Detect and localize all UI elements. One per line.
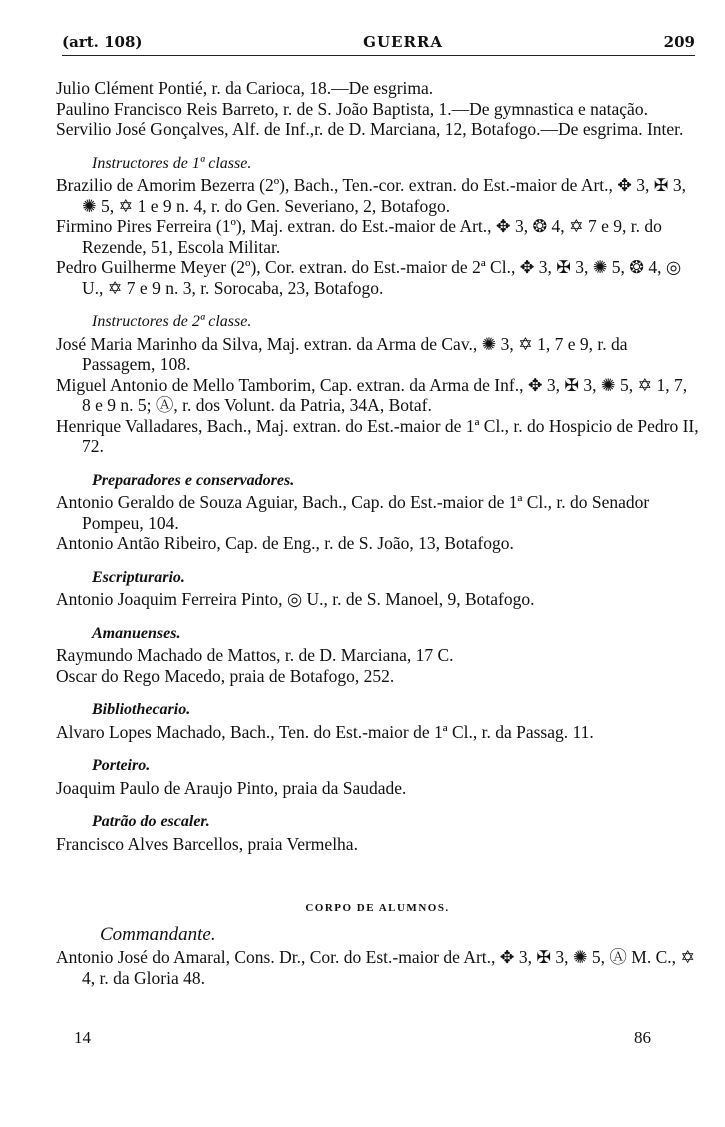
list-entry: Miguel Antonio de Mello Tamborim, Cap. extran. da Arma de Inf., ✥ 3, ✠ 3, ✺ 5, ✡ 1, 7, 8 e 9 n. 5; Ⓐ, r. dos Volunt. da Patria, 34A, Botaf. bbox=[56, 374, 688, 415]
list-entry: Julio Clément Pontié, r. da Carioca, 18.—De esgrima. bbox=[56, 78, 434, 98]
list-entry: Brazilio de Amorim Bezerra (2º), Bach., Ten.-cor. extran. do Est.-maior de Art., ✥ 3, ✠ 3, ✺ 5, ✡ 1 e 9 n. 4, r. do Gen. Severiano, 2, Botafogo. bbox=[56, 175, 686, 216]
section-heading-corpo-de-alumnos: CORPO DE ALUMNOS. bbox=[305, 902, 450, 914]
section-heading-porteiro: Porteiro. bbox=[92, 757, 151, 774]
section-heading-patrao: Patrão do escaler. bbox=[92, 813, 210, 830]
subheading-commandante: Commandante. bbox=[100, 923, 216, 945]
list-entry: Oscar do Rego Macedo, praia de Botafogo, 252. bbox=[56, 665, 395, 686]
section-heading-escripturario: Escripturario. bbox=[92, 568, 185, 586]
list-entry: Firmino Pires Ferreira (1º), Maj. extran. do Est.-maior de Art., ✥ 3, ❂ 4, ✡ 7 e 9, r. do Rezende, 51, Escola Militar. bbox=[56, 216, 662, 257]
list-entry: Joaquim Paulo de Araujo Pinto, praia da Saudade. bbox=[56, 777, 407, 798]
page-footer bbox=[74, 1028, 651, 1048]
list-entry: Pedro Guilherme Meyer (2º), Cor. extran. do Est.-maior de 2ª Cl., ✥ 3, ✠ 3, ✺ 5, ❂ 4, ◎ U., ✡ 7 e 9 n. 3, r. Sorocaba, 23, Botafogo. bbox=[56, 257, 682, 298]
list-entry: Antonio Antão Ribeiro, Cap. de Eng., r. de S. João, 13, Botafogo. bbox=[56, 533, 514, 553]
section-heading-instructores-2: Instructores de 2ª classe. bbox=[92, 313, 252, 330]
page-content bbox=[56, 78, 699, 988]
list-entry: Paulino Francisco Reis Barreto, r. de S. João Baptista, 1.—De gymnastica e natação. bbox=[56, 98, 648, 119]
list-entry: José Maria Marinho da Silva, Maj. extran. da Arma de Cav., ✺ 3, ✡ 1, 7 e 9, r. da Passagem, 108. bbox=[56, 333, 628, 374]
list-entry: Antonio Joaquim Ferreira Pinto, ◎ U., r. de S. Manoel, 9, Botafogo. bbox=[56, 589, 535, 609]
list-entry: Antonio José do Amaral, Cons. Dr., Cor. do Est.-maior de Art., ✥ 3, ✠ 3, ✺ 5, Ⓐ M. C., ✡ 4, r. da Gloria 48. bbox=[56, 947, 696, 988]
list-entry: Francisco Alves Barcellos, praia Vermelha. bbox=[56, 833, 358, 854]
section-heading-preparadores: Preparadores e conservadores. bbox=[92, 471, 295, 489]
section-heading-amanuenses: Amanuenses. bbox=[92, 624, 181, 642]
footer-number: 86 bbox=[634, 1028, 651, 1047]
section-heading-instructores-1: Instructores de 1ª classe. bbox=[92, 154, 252, 172]
list-entry: Alvaro Lopes Machado, Bach., Ten. do Est.-maior de 1ª Cl., r. da Passag. 11. bbox=[56, 721, 594, 742]
list-entry: Henrique Valladares, Bach., Maj. extran. do Est.-maior de 1ª Cl., r. do Hospicio de Pedro II, 72. bbox=[56, 415, 699, 456]
signature-mark: 14 bbox=[74, 1028, 91, 1047]
article-reference: (art. 108) bbox=[62, 33, 143, 51]
list-entry: Antonio Geraldo de Souza Aguiar, Bach., Cap. do Est.-maior de 1ª Cl., r. do Senador Pompeu, 104. bbox=[56, 492, 650, 533]
page-number: 209 bbox=[663, 33, 695, 51]
running-header bbox=[62, 33, 695, 56]
list-entry: Servilio José Gonçalves, Alf. de Inf.,r. de D. Marciana, 12, Botafogo.—De esgrima. Inter. bbox=[56, 119, 684, 139]
list-entry: Raymundo Machado de Mattos, r. de D. Marciana, 17 C. bbox=[56, 645, 454, 665]
section-heading-bibliothecario: Bibliothecario. bbox=[92, 701, 191, 718]
page-title: GUERRA bbox=[363, 33, 444, 51]
